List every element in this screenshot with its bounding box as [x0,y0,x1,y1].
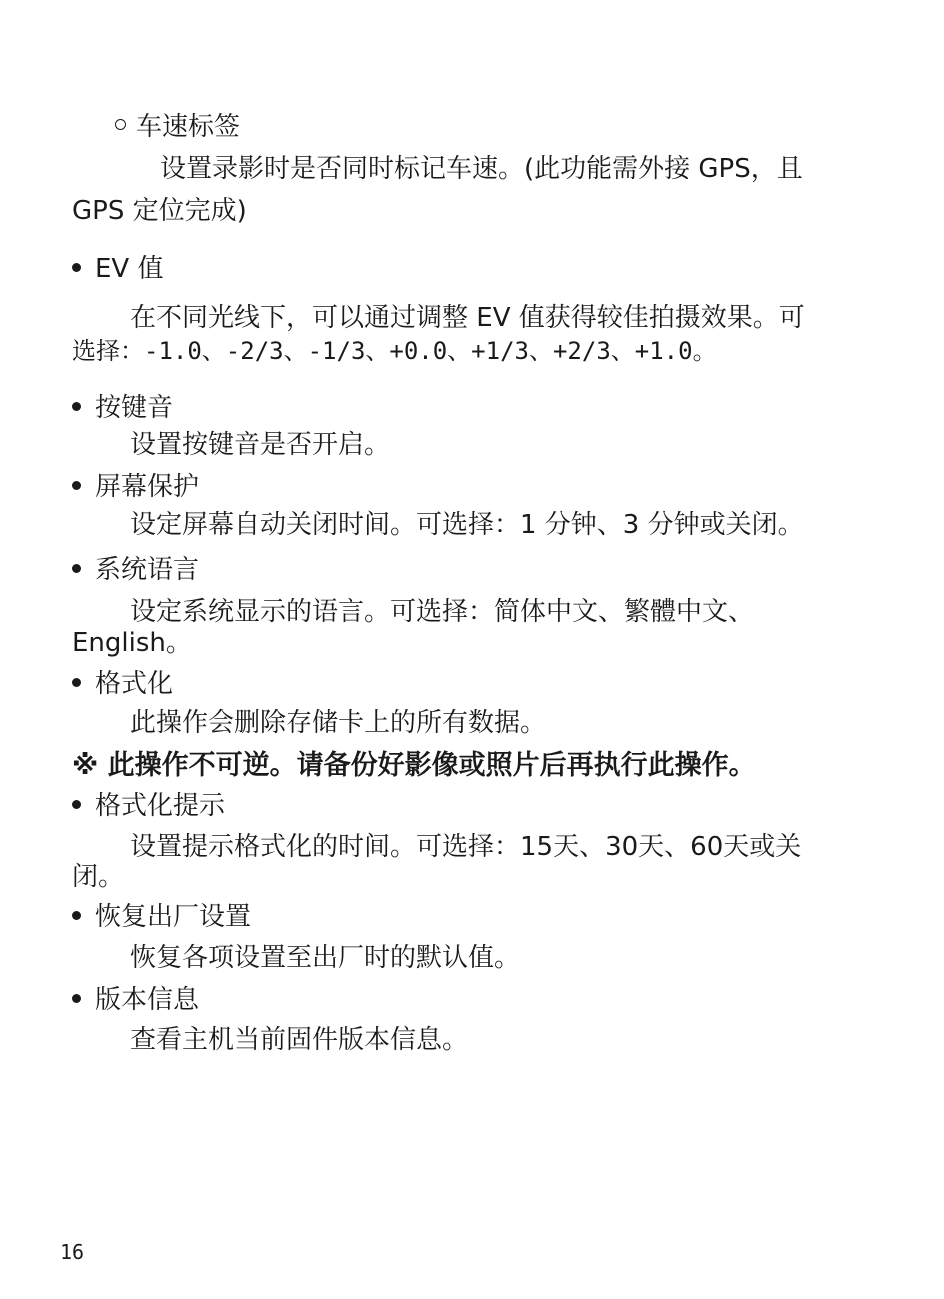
language-heading [72,553,199,587]
format-reminder-desc-line2: 闭。 [72,862,125,892]
hollow-circle-icon [115,119,126,130]
bullet-icon [72,800,81,809]
ev-heading [72,252,163,286]
speed-tag-heading [115,110,240,144]
bullet-icon [72,263,81,272]
format-warning: ※ 此操作不可逆。请备份好影像或照片后再执行此操作。 [72,750,756,781]
factory-reset-heading [72,900,251,934]
page-number: 16 [60,1240,85,1264]
format-reminder-desc-line1: 设置提示格式化的时间。可选择：15天、30天、60天或关 [130,832,802,862]
ev-desc-line2: 选择：-1.0、-2/3、-1/3、+0.0、+1/3、+2/3、+1.0。 [72,337,717,365]
factory-reset-desc: 恢复各项设置至出厂时的默认值。 [130,943,521,973]
bullet-icon [72,481,81,490]
speed-tag-title: 车速标签 [136,112,241,142]
key-tone-desc: 设置按键音是否开启。 [130,430,391,460]
ev-desc-line1: 在不同光线下，可以通过调整 EV 值获得较佳拍摄效果。可 [130,303,805,333]
format-desc: 此操作会删除存储卡上的所有数据。 [130,708,547,738]
screen-saver-heading [72,470,199,504]
key-tone-heading [72,391,173,425]
bullet-icon [72,678,81,687]
format-reminder-title: 格式化提示 [95,791,226,821]
version-desc: 查看主机当前固件版本信息。 [130,1025,469,1055]
bullet-icon [72,402,81,411]
version-heading [72,983,199,1017]
screen-saver-desc: 设定屏幕自动关闭时间。可选择：1 分钟、3 分钟或关闭。 [130,510,804,540]
bullet-icon [72,994,81,1003]
version-title: 版本信息 [95,985,200,1015]
screen-saver-title: 屏幕保护 [95,472,200,502]
bullet-icon [72,911,81,920]
ev-title: EV 值 [95,254,164,284]
speed-tag-desc-line1: 设置录影时是否同时标记车速。(此功能需外接 GPS，且 [160,154,803,184]
language-title: 系统语言 [95,555,200,585]
format-reminder-heading [72,789,225,823]
language-desc-line2: English。 [72,628,192,658]
factory-reset-title: 恢复出厂设置 [95,902,252,932]
speed-tag-desc-line2: GPS 定位完成) [72,196,247,226]
bullet-icon [72,564,81,573]
format-title: 格式化 [95,669,174,699]
format-heading [72,667,173,701]
language-desc-line1: 设定系统显示的语言。可选择：简体中文、繁體中文、 [130,597,755,627]
key-tone-title: 按键音 [95,393,174,423]
